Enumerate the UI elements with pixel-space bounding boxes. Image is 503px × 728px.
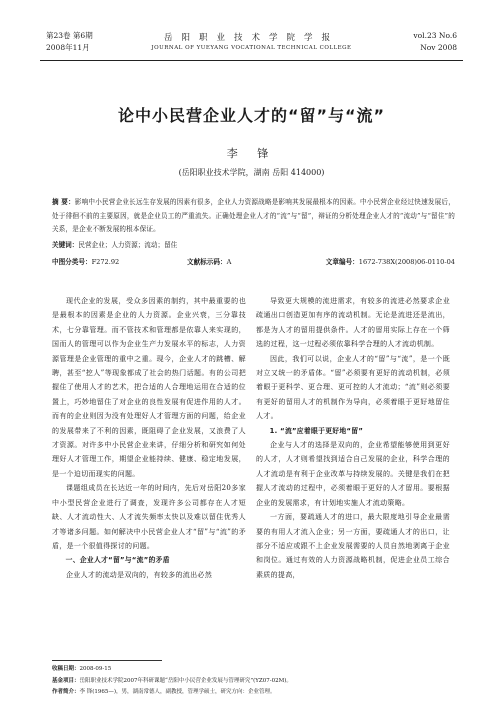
paragraph: 导致更大规模的流进需求，有较多的流进必然要求企业疏通出口创造更加有序的流动机制。无论是流进还是流出，都是为人才的留用提供条件。人才的留用实际上存在一个筛选的过程，这一过程必须依靠科学合理的人才流动机制。 (256, 297, 450, 349)
date-cn: 2008年11月 (46, 43, 90, 52)
issue-cn: 第23卷 第6期 (46, 31, 93, 40)
header-right (413, 30, 457, 54)
author-name: 李 锋 (226, 147, 277, 160)
author-bio-value: 李 锋(1965—)，男，湖南常德人，副教授，管理学硕士，研究方向：企业管理。 (79, 689, 276, 695)
fund-info (52, 676, 455, 688)
author-bio-label: 作者简介： (52, 689, 80, 695)
subsection-heading: 1. “流”应着眼于更好地“留” (269, 426, 364, 435)
footnotes (52, 664, 455, 699)
received-date (52, 664, 455, 676)
document-code-label: 文献标示码： (187, 258, 227, 266)
article-number (326, 256, 455, 266)
article-title: 论中小民营企业人才的“留”与“流” (117, 106, 386, 125)
section-heading: 一、企业人才“留”与“流”的矛盾 (65, 556, 170, 565)
keywords-label: 关键词： (52, 241, 79, 249)
document-code-value: A (226, 258, 232, 266)
class-number-label: 中图分类号： (52, 258, 92, 266)
fund-value: 岳阳职业技术学院2007年科研课题“岳阳中小民营企业发展与管理研究”(YZ07-02M)。 (79, 677, 292, 684)
journal-name-en: JOURNAL OF YUEYANG VOCATIONAL TECHNICAL COLLEGE (151, 45, 352, 51)
abstract-label: 摘 要： (52, 198, 75, 206)
abstract-text: 影响中小民营企业长远生存发展的因素有很多，企业人力资源战略是影响其发展最根本的因素。中小民营企业经过快速发展后，处于徘徊不前的主要原因，就是企业员工的严重流失。正确处理企业人才的“流”与“留”，辩证的分析处理企业人才的“流动”与“留住”的关系，是企业不断发展的根本保证。 (52, 198, 455, 233)
date-en: Nov 2008 (420, 43, 457, 52)
document-code (187, 256, 231, 266)
fund-label: 基金项目： (52, 677, 80, 684)
body-column-left (52, 294, 246, 582)
footnote-divider (52, 660, 162, 661)
paragraph: 课题组成员在长达近一年的时间内，先后对岳阳20多家中小型民营企业进行了调查，发现许多公司都存在人才短缺、人才流动性大、人才流失频率太快以及难以留住优秀人才等诸多问题。如何解决中小民营企业人才“留”与“流”的矛盾，是一个很值得探讨的问题。 (52, 484, 246, 550)
paragraph: 企业与人才的选择是双向的，企业希望能够使用到更好的人才，人才则希望找到适合自己发展的企业，科学合理的人才流动是有利于企业改革与持续发展的。关键是我们在把握人才流动的过程中，必须着眼于更好的人才留用。要根据企业的发展需求，有计划地实施人才流动策略。 (256, 441, 450, 507)
running-header (40, 30, 463, 61)
received-label: 收稿日期： (52, 666, 80, 672)
keywords-text: 民营企业；人力资源；流动；留住 (78, 241, 178, 249)
journal-name-cn: 岳阳职业技术学院学报 (163, 33, 339, 43)
paragraph: 一方面，要疏通人才的进口，最大限度地引导企业最需要的有用人才流入企业；另一方面，要疏通人才的出口，让部分不适应或跟不上企业发展需要的人员自然地剥离于企业和岗位。通过有效的人力资源战略机制，促进企业员工综合素质的提高， (256, 513, 450, 579)
body-column-right (256, 294, 450, 582)
article-number-value: 1672-738X(2008)06-0110-04 (358, 258, 455, 266)
paragraph: 因此，我们可以说，企业人才的“留”与“流”，是一个既对立又统一的矛盾体。“留”必须要有更好的流动机制，必须着眼于更科学、更合理、更可控的人才流动；“流”则必须要有更好的留用人才的机制作为导向，必须着眼于更好地留住人才。 (256, 354, 450, 421)
author-bio (52, 687, 455, 699)
paragraph: 企业人才的流动是双向的，有较多的流出必然 (66, 570, 212, 579)
abstract (52, 196, 455, 237)
keywords (52, 239, 455, 249)
journal-name (40, 31, 463, 51)
class-number (52, 256, 119, 266)
issue-en: vol.23 No.6 (413, 31, 457, 40)
received-value: 2008-09-15 (79, 666, 112, 672)
class-number-value: F272.92 (91, 258, 120, 266)
author-affiliation: (岳阳职业技术学院，湖南 岳阳 414000) (178, 168, 325, 177)
article-number-label: 文章编号： (325, 258, 359, 266)
paragraph: 现代企业的发展，受众多因素的制约，其中最重要的也是最根本的因素是企业的人力资源。企业兴衰，三分靠技术，七分靠管理。而不管技术和管理都是依靠人来实现的，国而人的管理可以作为企业生产力发展水平的标志，人力资源管理是企业管理的重中之重。现今，企业人才的跳槽、解聘，甚至“挖人”等现象都成了社会的热门话题。有的公司把握住了使用人才的艺术，把合适的人合理地运用在合适的位置上，巧妙地留住了对企业的良性发展有促进作用的人才。而有的企业则因为没有处理好人才管理方面的问题，给企业的发展带来了不利的因素，既阻碍了企业发展，又浪费了人才资源。对许多中小民营企业来讲，仔细分析和研究如何处理好人才管理工作，期望企业能持续、健康、稳定地发展，是一个迫切而现实的问题。 (52, 297, 246, 478)
